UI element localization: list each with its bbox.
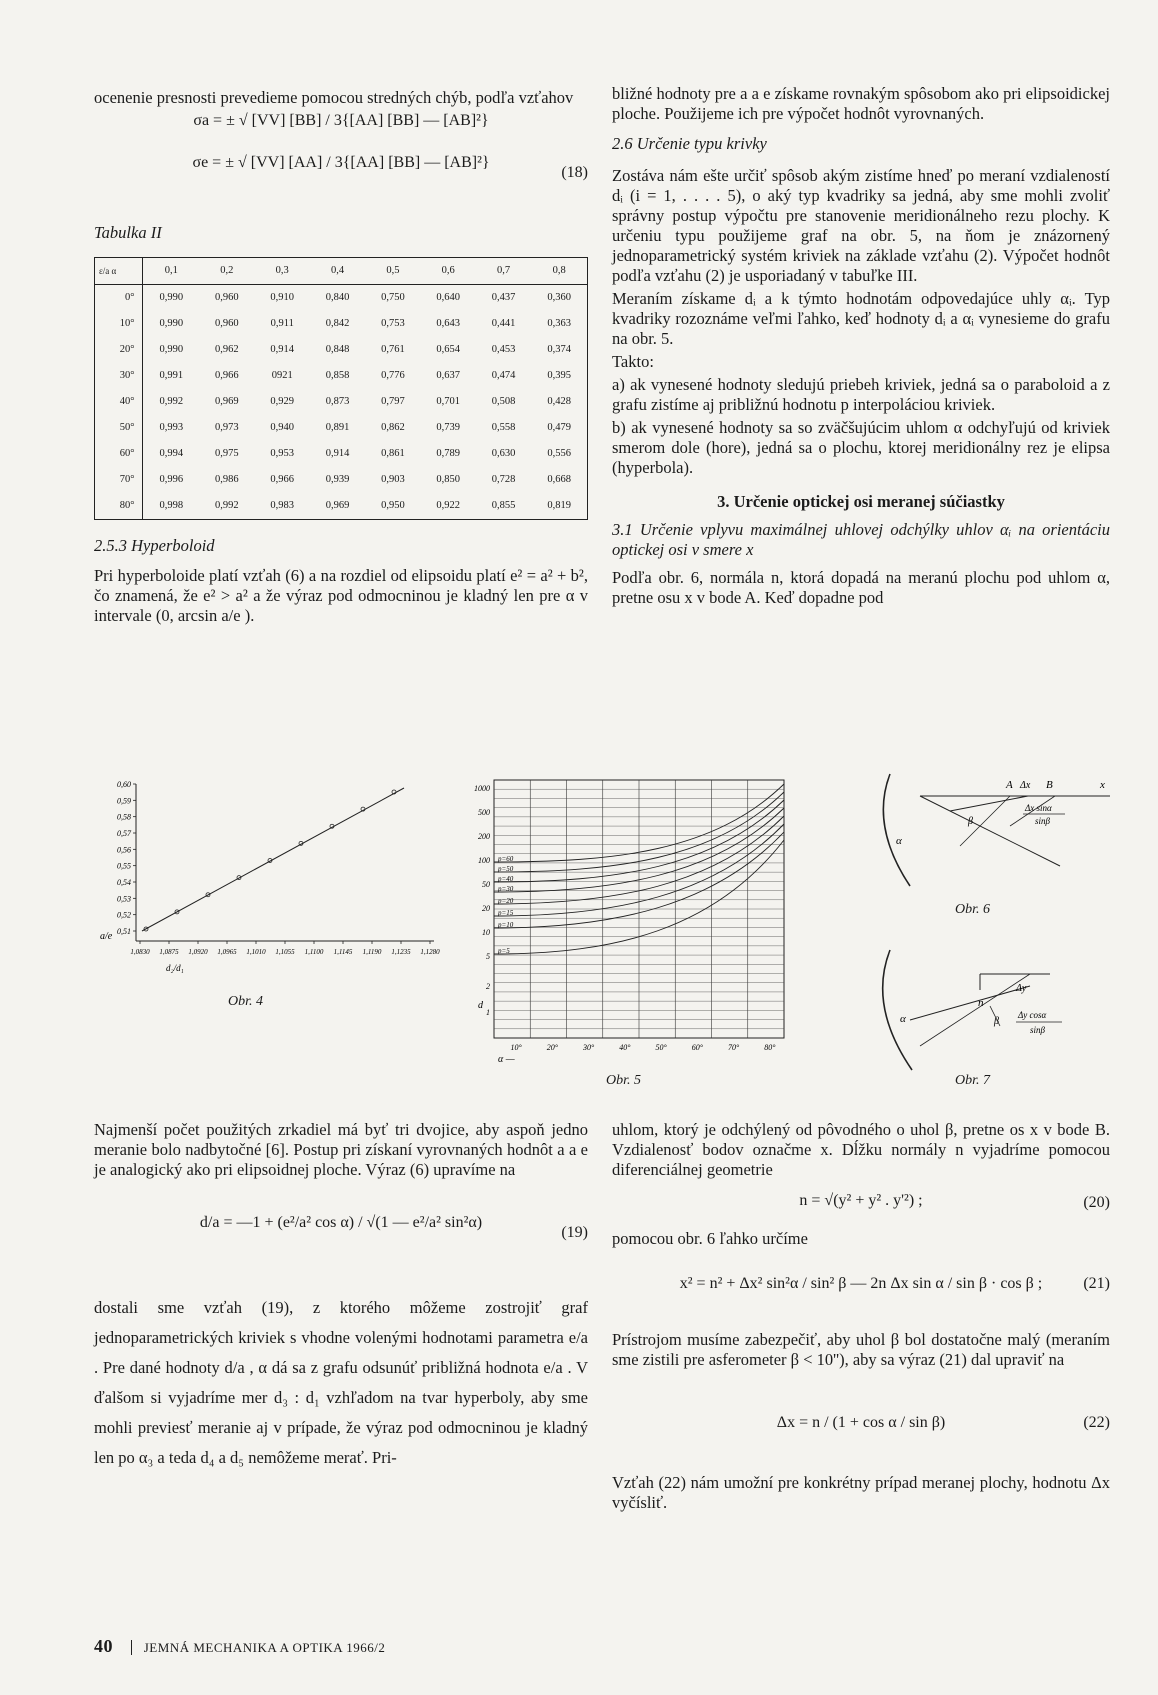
right-text-2: Zostáva nám ešte určiť spôsob akým zistíme hneď po meraní vzdialeností dᵢ (i = 1, . . . . 5), o aký typ kvadriky sa jedná, aby sme mohli zvoliť správny postup výpočtu pre stanovenie meridionálneho rezu plochy. K určeniu typu použijeme graf na obr. 5, na ňom je znázornený jednoparametrický systém kriviek na základe vzťahu (2). Výpočet hodnôt podľa vzťahu (2) je usporiadaný v tabuľke III. xyxy=(612,166,1110,285)
table-body xyxy=(95,285,588,520)
fig5-y-tick-label: 2 xyxy=(486,982,490,991)
fig4-x-tick-label: 1,1280 xyxy=(420,948,440,956)
equation-number-22: (22) xyxy=(1083,1414,1110,1431)
fig5-curve-label: p=30 xyxy=(498,885,514,893)
fig4-y-tick-label: 0,54 xyxy=(117,878,131,887)
table-cell: 0,990 xyxy=(159,344,184,355)
fig6-label-dx-sin: Δx sinα xyxy=(1025,803,1052,813)
fig5-curve-label: p=40 xyxy=(498,875,514,883)
equation-sigma-a-text: σa = ± √ [VV] [BB] / 3{[AA] [BB] — [AB]²} xyxy=(193,112,489,129)
table-cell: 0,750 xyxy=(381,292,405,303)
table-cell: 0,991 xyxy=(159,370,184,381)
table-cell: 0,441 xyxy=(491,318,516,329)
table-row-angle: 50° xyxy=(95,415,143,441)
fig4-y-tick-label: 0,55 xyxy=(117,861,131,871)
fig4-x-tick-label: 1,1100 xyxy=(304,948,324,956)
fig6-label-beta: β xyxy=(968,816,973,827)
equation-19-text: d/a = —1 + (e²/a² cos α) / √(1 — e²/a² sin²α) xyxy=(199,1214,483,1231)
table-cell: 0,395 xyxy=(547,370,571,381)
table-title: Tabulka II xyxy=(94,223,162,242)
table-cell: 0,558 xyxy=(491,422,516,433)
fig5-x-tick-label: 40° xyxy=(619,1043,631,1052)
table-cell: 0,966 xyxy=(270,474,295,485)
table-header-row xyxy=(95,258,588,285)
table-cell: 0,973 xyxy=(215,422,239,433)
table-cell: 0,922 xyxy=(436,500,461,511)
fig7-label-dy-cos: Δy cosα xyxy=(1018,1010,1047,1020)
table-header-cell: 0,8 xyxy=(531,258,587,285)
fig5-x-tick-label: 50° xyxy=(655,1043,667,1052)
table-cell: 0,862 xyxy=(381,422,405,433)
table-header-cell: 0,7 xyxy=(476,258,531,285)
fig4-x-tick-label: 1,1010 xyxy=(246,948,266,956)
corner-alpha: α xyxy=(111,266,117,276)
table-cell: 0,891 xyxy=(325,422,350,433)
right-text-5: a) ak vynesené hodnoty sledujú priebeh kriviek, jedná sa o paraboloid a z grafu zistíme aj približnú hodnotu p interpoláciou kriviek. xyxy=(612,375,1110,414)
table-row xyxy=(95,311,588,337)
journal-name: JEMNÁ MECHANIKA A OPTIKA 1966/2 xyxy=(131,1640,386,1655)
table-cell: 0,929 xyxy=(270,396,295,407)
equation-sigma-e xyxy=(94,153,588,195)
table-cell: 0,975 xyxy=(215,448,239,459)
table-row-angle: 40° xyxy=(95,389,143,415)
table-row xyxy=(95,467,588,493)
figure-5-caption: Obr. 5 xyxy=(606,1073,642,1088)
fig5-curve-label: p=50 xyxy=(498,865,514,873)
table-cell: 0,437 xyxy=(491,292,516,303)
figure-6 xyxy=(860,766,1120,896)
table-cell: 0,914 xyxy=(325,448,350,459)
table-row-angle: 0° xyxy=(95,285,143,312)
fig5-y-tick-label: 10 xyxy=(482,928,490,937)
table-cell: 0,858 xyxy=(325,370,350,381)
table-cell: 0,914 xyxy=(270,344,295,355)
figure-7 xyxy=(860,946,1120,1074)
fig7-label-dy: Δy xyxy=(1016,983,1027,994)
table-cell: 0,910 xyxy=(270,292,295,303)
fig6-label-sinb: sinβ xyxy=(1035,816,1050,826)
table-cell: 0,993 xyxy=(159,422,184,433)
table-cell: 0,990 xyxy=(159,318,184,329)
page-number: 40 xyxy=(94,1636,113,1656)
table-cell: 0,998 xyxy=(159,500,184,511)
right-text-1: bližné hodnoty pre a a e získame rovnakým spôsobom ako pri elipsoidickej ploche. Použijeme ich pre výpočet hodnôt vyrovnaných. xyxy=(612,84,1110,123)
fig5-x-label: α — xyxy=(498,1054,515,1065)
table-row xyxy=(95,415,588,441)
intro-text: ocenenie presnosti prevedieme pomocou stredných chýb, podľa vzťahov xyxy=(94,88,574,107)
table-cell: 0,453 xyxy=(491,344,516,355)
fig7-label-alpha: α xyxy=(900,1013,906,1025)
table-cell: 0,776 xyxy=(381,370,405,381)
corner-a: a xyxy=(105,266,110,276)
table-header-cell: 0,3 xyxy=(255,258,310,285)
table-cell: 0,728 xyxy=(491,474,516,485)
table-header-cell: 0,2 xyxy=(199,258,254,285)
fig5-curve-label: p=20 xyxy=(498,897,514,905)
table-row xyxy=(95,441,588,467)
table-cell: 0,753 xyxy=(381,318,405,329)
fig4-x-tick-label: 1,1145 xyxy=(333,948,353,956)
table-cell: 0,996 xyxy=(159,474,184,485)
table-header-cell: 0,6 xyxy=(421,258,476,285)
table-cell: 0,428 xyxy=(547,396,571,407)
corner-epsilon: ε xyxy=(99,266,103,276)
figure-5 xyxy=(454,776,794,1066)
right-text-6: b) ak vynesené hodnoty sa so zväčšujúcim uhlom α odchyľujú od kriviek smerom dole (hore), jedná sa o plochu, ktorej meridionálny rez je elipsa (hyperbola). xyxy=(612,418,1110,477)
table-cell: 0,855 xyxy=(491,500,516,511)
left-bottom-column xyxy=(94,1120,588,1476)
fig5-x-tick-label: 80° xyxy=(764,1043,776,1052)
right-bottom-text-1: uhlom, ktorý je odchýlený od pôvodného o uhol β, pretne os x v bode B. Vzdialenosť bodov označme x. Dĺžku normály n vyjadríme pomocou diferenciálnej geometrie xyxy=(612,1120,1110,1179)
equation-number-20: (20) xyxy=(1083,1194,1110,1211)
table-cell: 0,861 xyxy=(381,448,405,459)
fig5-y-tick-label: 1 xyxy=(486,1008,490,1017)
fig4-y-tick-label: 0,56 xyxy=(117,845,131,855)
table-cell: 0,966 xyxy=(215,370,239,381)
table-cell: 0,903 xyxy=(381,474,405,485)
table-cell: 0,643 xyxy=(436,318,461,329)
fig5-curve-label: p=15 xyxy=(498,909,514,917)
table-cell: 0,848 xyxy=(325,344,350,355)
table-cell: 0,761 xyxy=(381,344,405,355)
table-cell: 0,630 xyxy=(491,448,516,459)
fig5-y-tick-label: 100 xyxy=(478,856,490,865)
right-text-4: Takto: xyxy=(612,352,654,371)
equation-21-text: x² = n² + Δx² sin²α / sin² β — 2n Δx sin α / sin β · cos β ; xyxy=(679,1275,1043,1292)
fig4-y-tick-label: 0,52 xyxy=(117,910,131,920)
equation-number-21: (21) xyxy=(1083,1275,1110,1292)
fig7-label-beta: β xyxy=(994,1016,999,1027)
table-cell: 0,850 xyxy=(436,474,461,485)
table-cell: 0,873 xyxy=(325,396,350,407)
equation-sigma-e-text: σe = ± √ [VV] [AA] / 3{[AA] [BB] — [AB]²} xyxy=(192,154,490,171)
table-row-angle: 30° xyxy=(95,363,143,389)
table-row xyxy=(95,285,588,312)
table-row xyxy=(95,493,588,520)
table-cell: 0,939 xyxy=(325,474,350,485)
fig4-x-tick-label: 1,1190 xyxy=(362,948,382,956)
table-cell: 0,840 xyxy=(325,292,350,303)
table-cell: 0,474 xyxy=(491,370,516,381)
table-cell: 0,990 xyxy=(159,292,184,303)
heading-3-1: 3.1 Určenie vplyvu maximálnej uhlovej odchýlky uhlov αᵢ na orientáciu optickej osi v smere x xyxy=(612,520,1110,559)
table-cell: 0921 xyxy=(271,370,293,381)
table-header-cell: 0,5 xyxy=(365,258,420,285)
fig4-y-tick-label: 0,58 xyxy=(117,812,131,822)
table-2 xyxy=(94,257,588,520)
fig6-label-B: B xyxy=(1046,779,1053,791)
hyperboloid-text: Pri hyperboloide platí vzťah (6) a na rozdiel od elipsoidu platí e² = a² + b², čo znamená, že e² > a² a že výraz pod odmocninou je kladný len pre α v intervale (0, arcsin a/e ). xyxy=(94,566,588,625)
fig4-x-tick-label: 1,0830 xyxy=(130,948,150,956)
heading-2-6: 2.6 Určenie typu krivky xyxy=(612,134,767,153)
table-cell: 0,986 xyxy=(215,474,239,485)
figure-4 xyxy=(94,776,454,976)
fig4-y-tick-label: 0,60 xyxy=(117,780,131,789)
table-cell: 0,969 xyxy=(325,500,350,511)
table-row-angle: 60° xyxy=(95,441,143,467)
figure-6-caption: Obr. 6 xyxy=(955,902,991,917)
fig6-label-x: x xyxy=(1100,779,1105,791)
fig4-y-tick-label: 0,59 xyxy=(117,796,131,806)
table-cell: 0,668 xyxy=(547,474,571,485)
figure-7-drawing xyxy=(860,946,1120,1074)
table-row-angle: 80° xyxy=(95,493,143,520)
table-cell: 0,953 xyxy=(270,448,295,459)
fig7-label-sinb: sinβ xyxy=(1030,1025,1045,1035)
table-2-wrapper xyxy=(94,257,588,520)
table-cell: 0,950 xyxy=(381,500,405,511)
equation-sigma-a xyxy=(94,111,588,153)
right-text-3: Meraním získame dᵢ a k týmto hodnotám odpovedajúce uhly αᵢ. Typ kvadriky rozoznáme veľmi ľahko, keď hodnoty dᵢ a αᵢ vynesieme do grafu na obr. 5. xyxy=(612,289,1110,348)
table-cell: 0,508 xyxy=(491,396,516,407)
table-row xyxy=(95,337,588,363)
table-cell: 0,363 xyxy=(547,318,571,329)
table-cell: 0,637 xyxy=(436,370,461,381)
right-bottom-column xyxy=(612,1120,1110,1516)
table-cell: 0,842 xyxy=(325,318,350,329)
fig5-y-tick-label: 20 xyxy=(482,904,490,913)
table-cell: 0,962 xyxy=(215,344,239,355)
fig5-x-tick-label: 10° xyxy=(510,1043,522,1052)
figure-7-caption: Obr. 7 xyxy=(955,1073,991,1088)
table-cell: 0,374 xyxy=(547,344,571,355)
table-cell: 0,640 xyxy=(436,292,461,303)
table-header-cell: 0,4 xyxy=(310,258,365,285)
fig4-x-tick-label: 1,0875 xyxy=(159,948,179,956)
fig6-label-alpha: α xyxy=(896,835,902,847)
right-column xyxy=(612,84,1110,611)
fig5-curve-label: p=5 xyxy=(498,947,510,955)
heading-hyperboloid: 2.5.3 Hyperboloid xyxy=(94,536,215,555)
table-row-angle: 20° xyxy=(95,337,143,363)
heading-3: 3. Určenie optickej osi meranej súčiastky xyxy=(717,492,1005,511)
fig4-y-tick-label: 0,53 xyxy=(117,894,131,904)
figure-4-caption: Obr. 4 xyxy=(228,994,264,1009)
table-cell: 0,739 xyxy=(436,422,461,433)
fig4-x-tick-label: 1,1055 xyxy=(275,948,295,956)
table-cell: 0,479 xyxy=(547,422,571,433)
table-cell: 0,360 xyxy=(547,292,571,303)
equation-22-text: Δx = n / (1 + cos α / sin β) xyxy=(776,1414,946,1431)
table-cell: 0,556 xyxy=(547,448,571,459)
table-corner: ε/a α xyxy=(95,258,143,285)
fig5-y-tick-label: 50 xyxy=(482,880,490,889)
fig4-y-tick-label: 0,51 xyxy=(117,927,131,936)
fig4-x-tick-label: 1,0920 xyxy=(188,948,208,956)
fig4-x-tick-label: 1,0965 xyxy=(217,948,237,956)
equation-19 xyxy=(94,1183,588,1293)
fig4-x-label: d₂/d₁ xyxy=(166,963,184,973)
fig7-label-n: n xyxy=(978,997,984,1009)
table-cell: 0,992 xyxy=(159,396,184,407)
right-bottom-text-3: Prístrojom musíme zabezpečiť, aby uhol β bol dostatočne malý (meraním sme zistili pre asferometer β < 10''), aby sa výraz (21) dal upraviť na xyxy=(612,1330,1110,1369)
right-bottom-text-2: pomocou obr. 6 ľahko určíme xyxy=(612,1229,808,1248)
table-row-angle: 10° xyxy=(95,311,143,337)
fig5-x-tick-label: 30° xyxy=(583,1043,595,1052)
table-cell: 0,654 xyxy=(436,344,461,355)
table-cell: 0,701 xyxy=(436,396,461,407)
fig5-y-tick-label: 500 xyxy=(478,808,490,817)
fig5-y-tick-label: 5 xyxy=(486,952,490,961)
fig5-x-tick-label: 70° xyxy=(728,1043,740,1052)
table-row xyxy=(95,389,588,415)
table-cell: 0,969 xyxy=(215,396,239,407)
table-cell: 0,994 xyxy=(159,448,184,459)
left-bottom-text-1: Najmenší počet použitých zrkadiel má byť tri dvojice, aby aspoň jedno meranie bolo nadbytočné [6]. Postup pri získaní vyrovnaných hodnôt a a e je analogický ako pri elipsoidnej ploche. Výraz (6) upravíme na xyxy=(94,1120,588,1179)
equation-21 xyxy=(612,1252,1110,1318)
right-text-7: Podľa obr. 6, normála n, ktorá dopadá na meranú plochu pod uhlom α, pretne osu x v bode A. Keď dopadne pod xyxy=(612,568,1110,607)
fig5-x-tick-label: 20° xyxy=(546,1043,558,1052)
page-footer xyxy=(94,1636,385,1657)
table-row-angle: 70° xyxy=(95,467,143,493)
equation-20 xyxy=(612,1183,1110,1223)
fig5-curve-label: p=10 xyxy=(498,921,514,929)
table-cell: 0,960 xyxy=(215,292,239,303)
fig5-y-label: d xyxy=(478,1000,483,1011)
figure-5-plot xyxy=(454,776,794,1066)
figure-4-plot xyxy=(94,776,454,976)
fig5-curve-label: p=60 xyxy=(498,855,514,863)
left-bottom-text-2: dostali sme vzťah (19), z ktorého môžeme zostrojiť graf jednoparametrických kriviek s vhodne volenými hodnotami parametra e/a . Pre dané hodnoty d/a , α dá sa z grafu odsunúť približná hodnota e/a . V ďalšom si vyjadríme mer d₃ : d₁ vzhľadom na tvar hyperboly, aby sme mohli previesť meranie aj v prípade, že výraz pod odmocninou je kladný len po α₃ a teda d₄ a d₅ nemôžeme merať. Pri- xyxy=(94,1298,588,1467)
table-cell: 0,819 xyxy=(547,500,571,511)
table-cell: 0,940 xyxy=(270,422,295,433)
table-cell: 0,960 xyxy=(215,318,239,329)
table-cell: 0,911 xyxy=(270,318,294,329)
fig5-x-tick-label: 60° xyxy=(691,1043,703,1052)
fig4-y-label: a/e xyxy=(100,931,113,942)
equation-20-text: n = √(y² + y² . y'²) ; xyxy=(799,1192,923,1209)
table-cell: 0,992 xyxy=(215,500,239,511)
equation-22 xyxy=(612,1373,1110,1473)
fig6-label-A: A xyxy=(1006,779,1013,791)
table-cell: 0,983 xyxy=(270,500,295,511)
right-bottom-text-4: Vzťah (22) nám umožní pre konkrétny prípad meranej plochy, hodnotu Δx vyčísliť. xyxy=(612,1473,1110,1512)
fig4-y-tick-label: 0,57 xyxy=(117,829,131,838)
equation-number-19: (19) xyxy=(561,1224,588,1241)
fig5-y-tick-label: 200 xyxy=(478,832,490,841)
fig4-x-tick-label: 1,1235 xyxy=(391,948,411,956)
fig5-y-tick-label: 1000 xyxy=(474,784,490,793)
table-cell: 0,797 xyxy=(381,396,405,407)
figure-6-drawing xyxy=(860,766,1120,896)
table-cell: 0,789 xyxy=(436,448,461,459)
fig6-label-dx: Δx xyxy=(1020,780,1031,791)
left-column xyxy=(94,88,588,629)
table-header-cell: 0,1 xyxy=(143,258,199,285)
equation-number-18: (18) xyxy=(561,164,588,181)
table-row xyxy=(95,363,588,389)
